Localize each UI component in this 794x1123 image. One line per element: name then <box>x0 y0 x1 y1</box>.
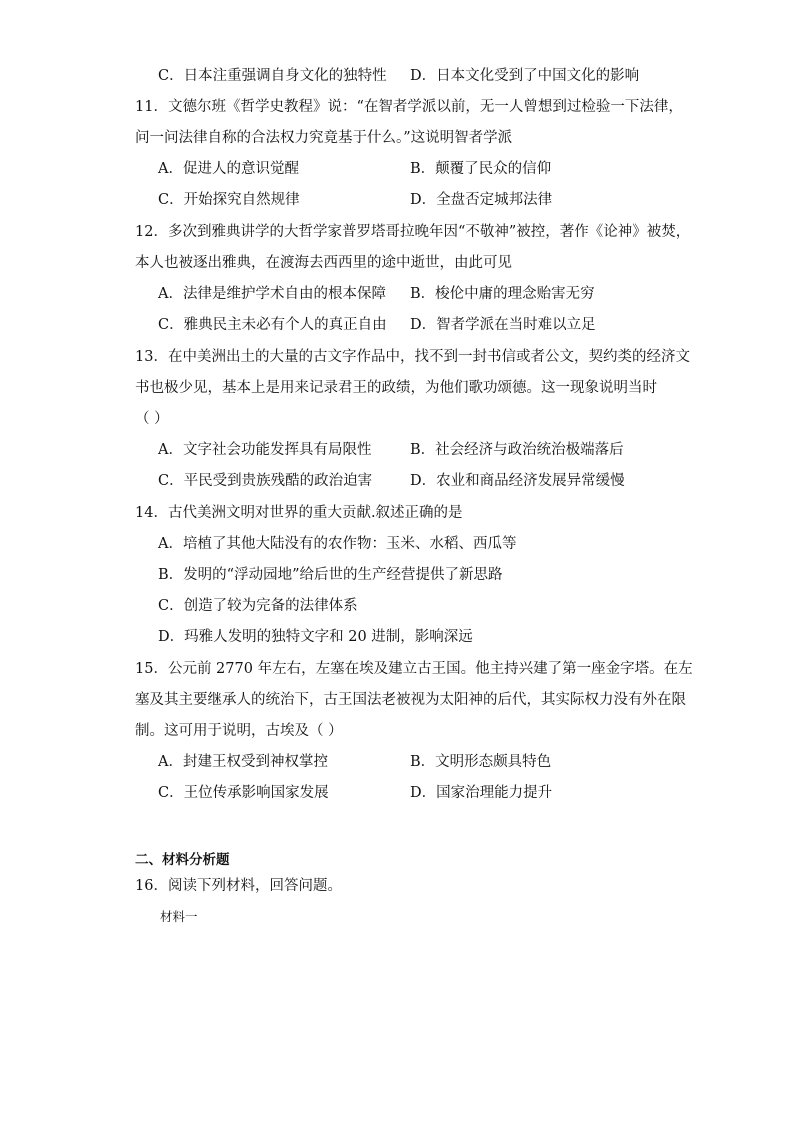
q14-option-d: D．玛雅人发明的独特文字和 20 进制，影响深远 <box>158 629 473 645</box>
q12-option-b: B．梭伦中庸的理念贻害无穷 <box>410 286 595 302</box>
q15-option-d: D．国家治理能力提升 <box>410 785 553 801</box>
q14-option-a: A．培植了其他大陆没有的农作物：玉米、水稻、西瓜等 <box>158 536 517 552</box>
q12-option-a: A．法律是维护学术自由的根本保障 <box>158 286 386 302</box>
q14-option-b: B．发明的“浮动园地”给后世的生产经营提供了新思路 <box>158 567 503 583</box>
q16-material-label: 材料一 <box>160 909 198 924</box>
q16-stem-line-1: 16．阅读下列材料，回答问题。 <box>135 878 342 894</box>
q14-stem-line-1: 14．古代美洲文明对世界的重大贡献.叙述正确的是 <box>135 505 463 521</box>
q11-option-b: B．颠覆了民众的信仰 <box>410 161 552 177</box>
q11-options-row-1 <box>0 159 794 179</box>
q12-stem-line-2: 本人也被逐出雅典，在渡海去西西里的途中逝世，由此可见 <box>135 255 512 271</box>
q12-option-c: C．雅典民主未必有个人的真正自由 <box>158 317 387 333</box>
q15-options-row-2 <box>0 783 794 803</box>
q13-options-row-2 <box>0 471 794 491</box>
q13-answer-blank: （ ） <box>135 411 169 427</box>
q13-option-b: B．社会经济与政治统治极端落后 <box>410 442 624 458</box>
q11-option-a: A．促进人的意识觉醒 <box>158 161 299 177</box>
q15-options-row-1 <box>0 752 794 772</box>
q11-stem-line-2: 问一问法律自称的合法权力究竟基于什么。”这说明智者学派 <box>135 130 513 146</box>
q13-stem-line-1: 13．在中美洲出土的大量的古文字作品中，找不到一封书信或者公文，契约类的经济文 <box>135 349 690 365</box>
q15-option-a: A．封建王权受到神权掌控 <box>158 754 328 770</box>
q10-options-row-2 <box>0 66 794 86</box>
q15-option-c: C．王位传承影响国家发展 <box>158 785 329 801</box>
q10-option-c: C．日本注重强调自身文化的独特性 <box>158 68 387 84</box>
q12-options-row-1 <box>0 284 794 304</box>
q13-option-d: D．农业和商品经济发展异常缓慢 <box>410 473 625 489</box>
q11-stem-line-1: 11．文德尔班《哲学史教程》说：“在智者学派以前，无一人曾想到过检验一下法律， <box>135 99 683 115</box>
q12-options-row-2 <box>0 315 794 335</box>
q15-option-b: B．文明形态颇具特色 <box>410 754 552 770</box>
q13-options-row-1 <box>0 440 794 460</box>
q12-option-d: D．智者学派在当时难以立足 <box>410 317 596 333</box>
q13-option-c: C．平民受到贵族残酷的政治迫害 <box>158 473 373 489</box>
q12-stem-line-1: 12．多次到雅典讲学的大哲学家普罗塔哥拉晚年因“不敬神”被控，著作《论神》被焚， <box>135 224 691 240</box>
q13-stem-line-2: 书也极少见，基本上是用来记录君王的政绩，为他们歌功颂德。这一现象说明当时 <box>135 380 657 396</box>
q15-stem-line-3: 制。这可用于说明，古埃及（ ） <box>135 723 343 739</box>
q11-option-c: C．开始探究自然规律 <box>158 192 300 208</box>
q15-stem-line-2: 塞及其主要继承人的统治下，古王国法老被视为太阳神的后代，其实际权力没有外在限 <box>135 692 686 708</box>
q11-option-d: D．全盘否定城邦法律 <box>410 192 553 208</box>
q10-option-d: D．日本文化受到了中国文化的影响 <box>410 68 640 84</box>
q14-option-c: C．创造了较为完备的法律体系 <box>158 598 358 614</box>
section-2-title: 二、材料分析题 <box>135 852 230 868</box>
q11-options-row-2 <box>0 190 794 210</box>
q15-stem-line-1: 15．公元前 2770 年左右，左塞在埃及建立古王国。他主持兴建了第一座金字塔。在左 <box>135 661 693 677</box>
q13-option-a: A．文字社会功能发挥具有局限性 <box>158 442 372 458</box>
